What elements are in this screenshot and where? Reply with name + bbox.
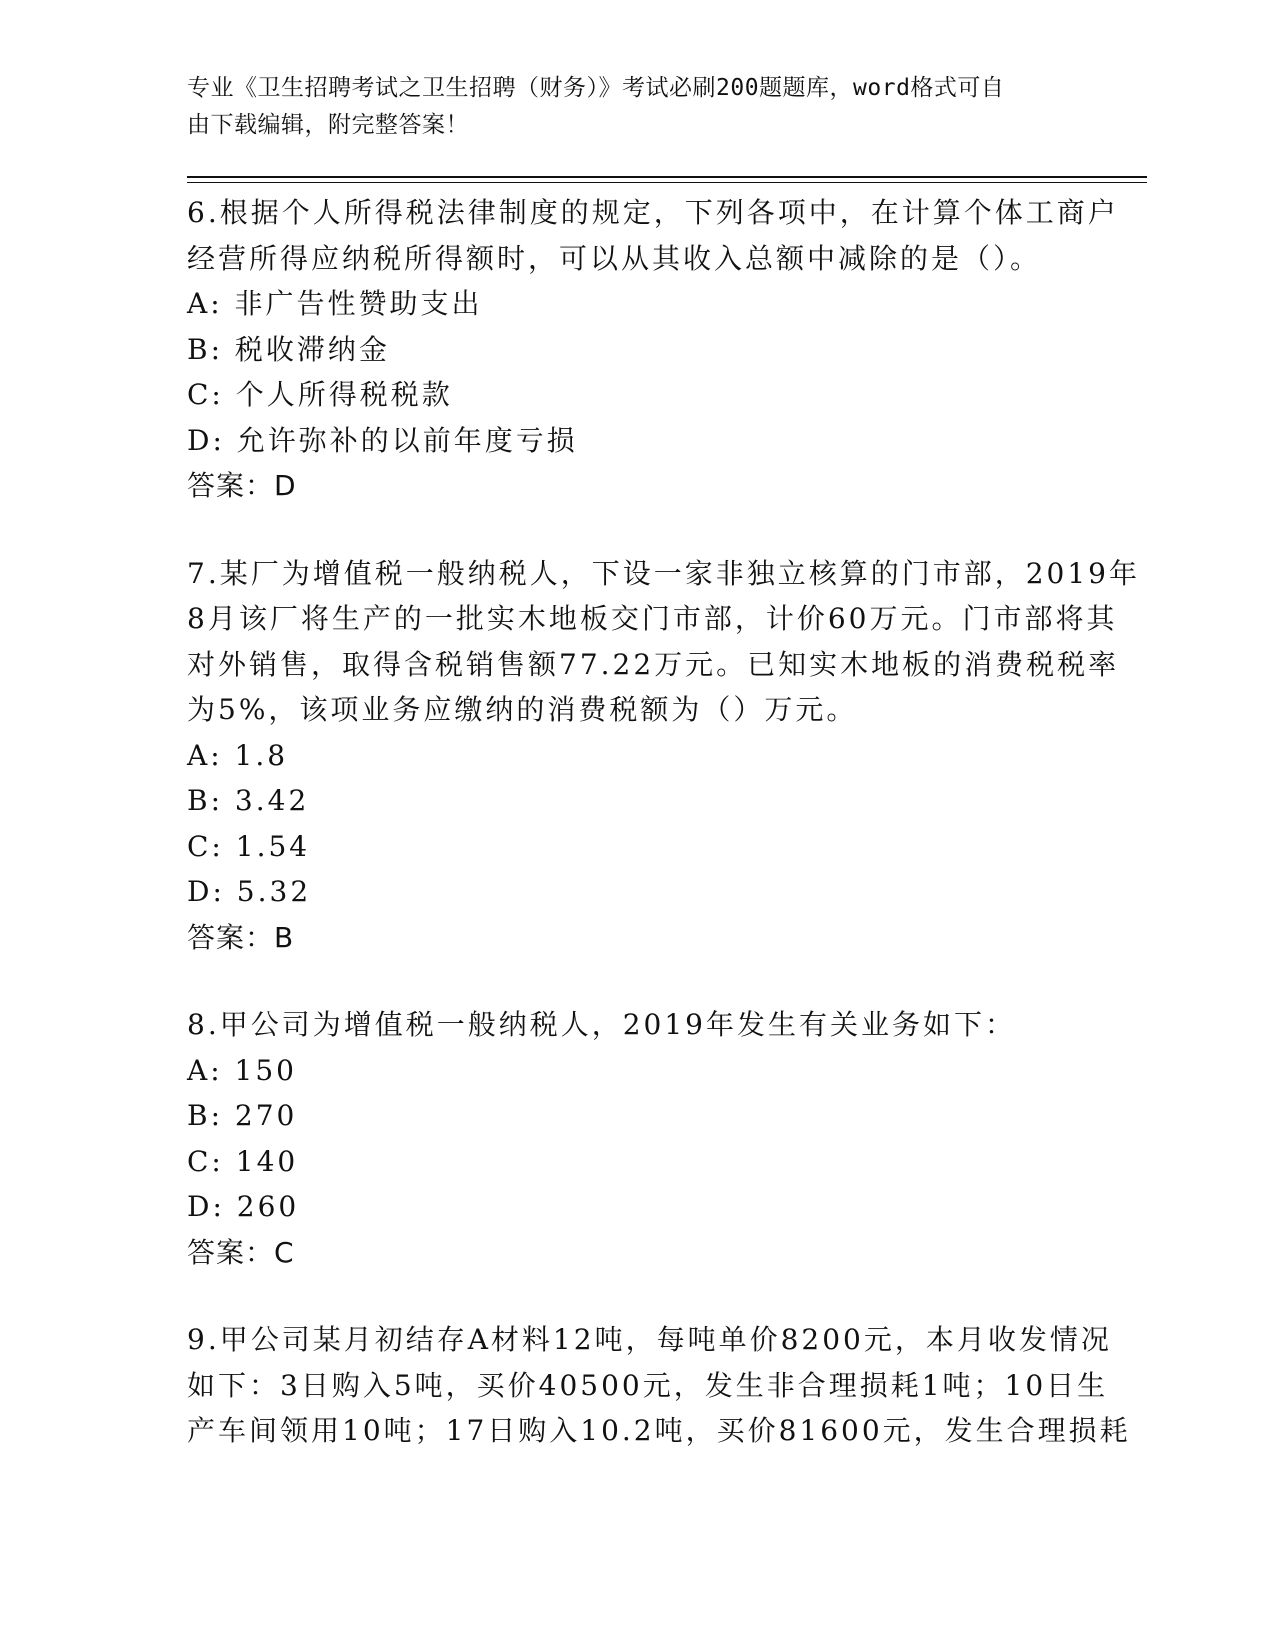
option-a: A: 1.8 bbox=[187, 738, 289, 772]
option-d: D: 260 bbox=[187, 1190, 300, 1223]
question-stem-line: 8月该厂将生产的一批实木地板交门市部，计价60万元。门市部将其 bbox=[187, 602, 1118, 635]
option-d: D: 允许弥补的以前年度亏损 bbox=[187, 423, 578, 457]
question-stem-line: 8.甲公司为增值税一般纳税人，2019年发生有关业务如下： bbox=[187, 1008, 1016, 1041]
question-stem-line: 经营所得应纳税所得额时，可以从其收入总额中减除的是（）。 bbox=[187, 241, 1042, 275]
header-line-1: 专业《卫生招聘考试之卫生招聘（财务）》考试必刷200题题库，word格式可自 bbox=[187, 75, 1005, 101]
question-stem-line: 9.甲公司某月初结存A材料12吨，每吨单价8200元，本月收发情况 bbox=[187, 1323, 1112, 1356]
question-7 bbox=[187, 551, 1140, 961]
question-stem-line: 对外销售，取得含税销售额77.22万元。已知实木地板的消费税税率 bbox=[187, 647, 1120, 681]
question-stem-line: 产车间领用10吨；17日购入10.2吨，买价81600元，发生合理损耗 bbox=[187, 1414, 1131, 1447]
option-c: C: 个人所得税税款 bbox=[187, 378, 453, 411]
question-8 bbox=[187, 1002, 1087, 1275]
header-divider-thick bbox=[187, 176, 1147, 178]
answer-line: 答案：D bbox=[187, 469, 297, 502]
document-header bbox=[187, 70, 1057, 144]
question-stem-line: 7.某厂为增值税一般纳税人，下设一家非独立核算的门市部，2019年 bbox=[187, 556, 1140, 590]
option-c: C: 140 bbox=[187, 1144, 299, 1178]
question-stem-line: 6.根据个人所得税法律制度的规定，下列各项中，在计算个体工商户 bbox=[187, 196, 1119, 229]
option-b: B: 3.42 bbox=[187, 784, 310, 817]
question-list bbox=[187, 190, 1140, 1496]
option-a: A: 非广告性赞助支出 bbox=[187, 287, 483, 320]
answer-line: 答案：C bbox=[187, 1235, 295, 1269]
option-d: D: 5.32 bbox=[187, 875, 312, 908]
question-stem-line: 为5%，该项业务应缴纳的消费税额为（）万元。 bbox=[187, 693, 858, 726]
option-b: B: 270 bbox=[187, 1099, 298, 1132]
option-a: A: 150 bbox=[187, 1053, 297, 1087]
option-c: C: 1.54 bbox=[187, 829, 311, 863]
option-b: B: 税收滞纳金 bbox=[187, 332, 390, 366]
question-6 bbox=[187, 190, 1119, 509]
question-stem-line: 如下：3日购入5吨，买价40500元，发生非合理损耗1吨；10日生 bbox=[187, 1368, 1109, 1402]
header-line-2: 由下载编辑，附完整答案！ bbox=[187, 112, 469, 138]
answer-line: 答案：B bbox=[187, 920, 295, 954]
question-9 bbox=[187, 1317, 1131, 1454]
header-divider-thin bbox=[187, 182, 1147, 183]
